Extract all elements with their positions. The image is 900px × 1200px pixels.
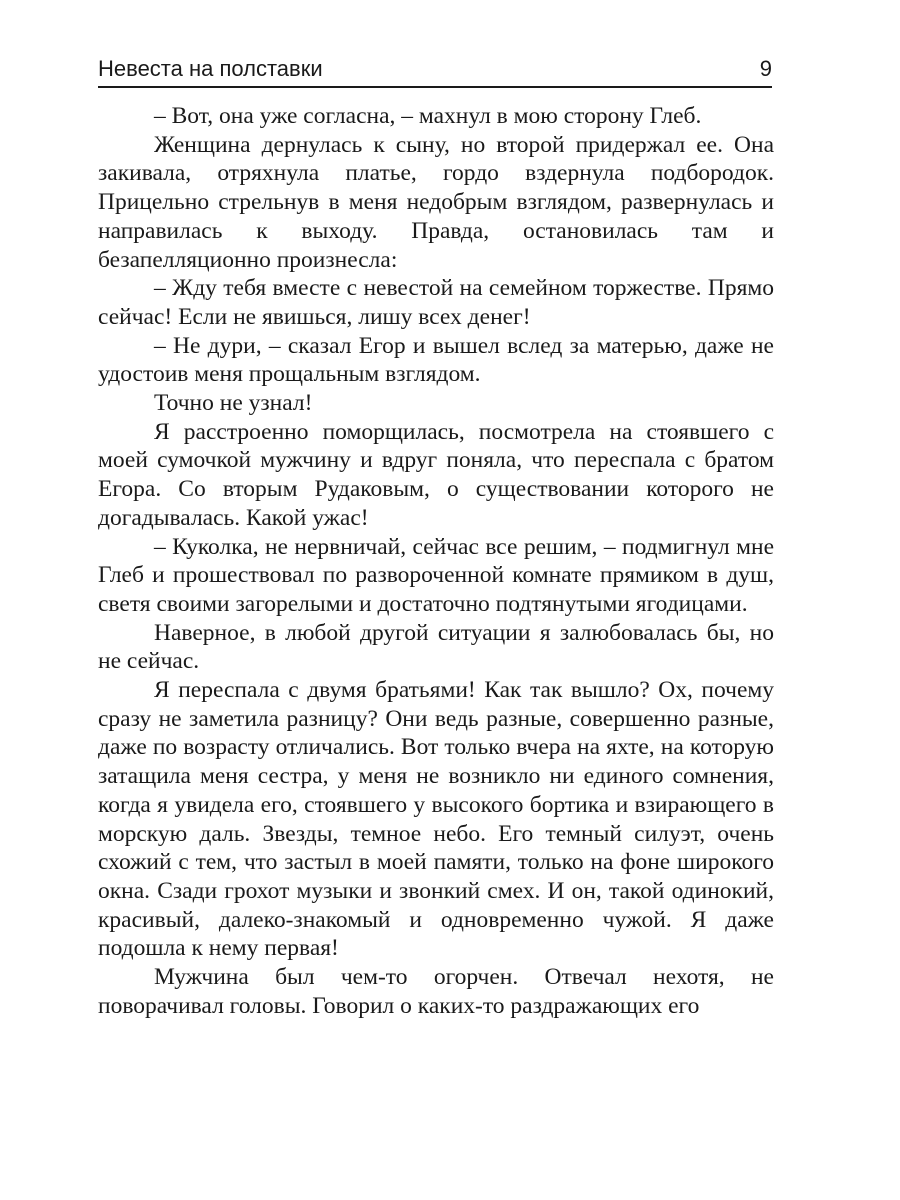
paragraph: – Вот, она уже согласна, – махнул в мою сторону Глеб. [154,103,702,129]
page-number: 9 [759,56,772,81]
paragraph: Я расстроенно поморщилась, посмотрела на стоявшего с моей сумочкой мужчину и вдруг поняла, что переспала с братом Егора. Со вторым Рудаковым, о существовании которого не догадывалась. Какой ужас! [98,418,774,531]
paragraph: Точно не узнал! [154,390,313,417]
paragraph: – Не дури, – сказал Егор и вышел вслед за матерью, даже не удостоив меня прощальным взглядом. [98,332,774,388]
book-title: Невеста на полставки [98,56,323,81]
paragraph: Женщина дернулась к сыну, но второй придержал ее. Она закивала, отряхнула платье, гордо вздернула подбородок. Прицельно стрельнув в меня недобрым взглядом, развернулась и направилась к выходу. Правда, остановилась там и безапелляционно произнесла: [98,131,774,273]
paragraph: Я переспала с двумя братьями! Как так вышло? Ох, почему сразу не заметила разницу? Они ведь разные, совершенно разные, даже по возрасту отличались. Вот только вчера на яхте, на которую затащила меня сестра, у меня не возникло ни единого сомнения, когда я увидела его, стоявшего у высокого бортика и взирающего в морскую даль. Звезды, темное небо. Его темный силуэт, очень схожий с тем, что застыл в моей памяти, только на фоне широкого окна. Сзади грохот музыки и звонкий смех. И он, такой одинокий, красивый, далеко-знакомый и одновременно чужой. Я даже подошла к нему первая! [98,677,774,962]
paragraph: Наверное, в любой другой ситуации я залюбовалась бы, но не сейчас. [98,619,774,675]
paragraph: – Куколка, не нервничай, сейчас все решим, – подмигнул мне Глеб и прошествовал по развороченной комнате прямиком в душ, светя своими загорелыми и достаточно подтянутыми ягодицами. [98,533,774,617]
paragraph: Мужчина был чем-то огорчен. Отвечал нехотя, не поворачивал головы. Говорил о каких-то раздражающих его [98,964,774,1019]
body-text [98,102,774,1021]
paragraph: – Жду тебя вместе с невестой на семейном торжестве. Прямо сейчас! Если не явишься, лишу всех денег! [98,275,774,330]
running-header [98,54,772,88]
